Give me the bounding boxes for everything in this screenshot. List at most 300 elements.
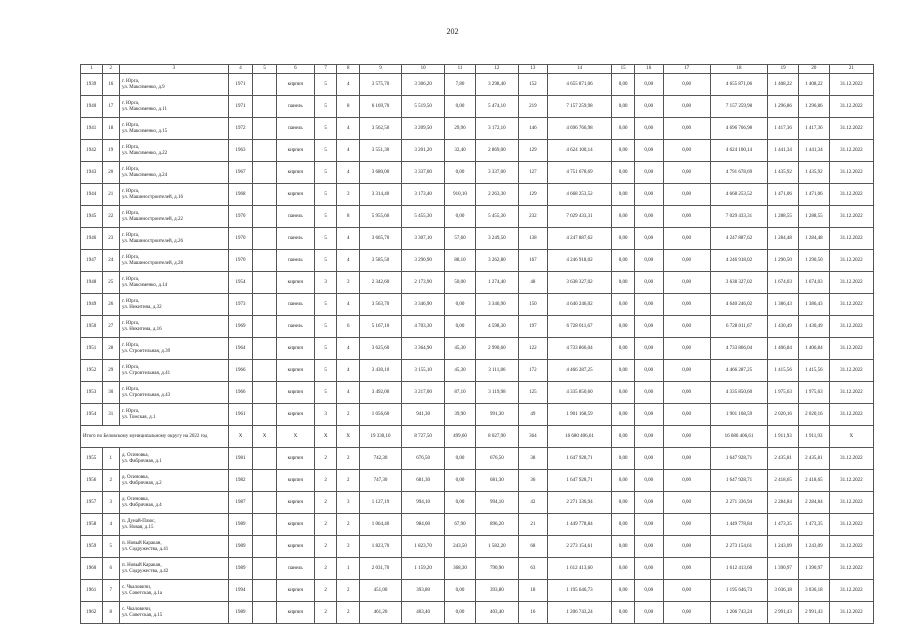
table-cell: 31.12.2022 bbox=[829, 96, 873, 118]
table-cell: 984,00 bbox=[402, 514, 445, 536]
table-cell: 3 172,10 bbox=[475, 118, 518, 140]
table-cell: 0,00 bbox=[663, 316, 710, 338]
address-cell: г. Юрга, ул. Никитина, д.32 bbox=[119, 294, 228, 316]
table-cell: 4 668 253,52 bbox=[547, 184, 612, 206]
table-cell: 2 869,00 bbox=[475, 140, 518, 162]
table-cell: 0,00 bbox=[445, 470, 476, 492]
column-number-cell: 1 bbox=[81, 65, 103, 74]
table-cell: 0,00 bbox=[663, 206, 710, 228]
table-cell: 45,30 bbox=[445, 338, 476, 360]
page-number: 202 bbox=[446, 27, 459, 36]
table-cell: 31.12.2022 bbox=[829, 514, 873, 536]
table-cell: 2 990,60 bbox=[475, 338, 518, 360]
address-cell: с. Чкаловичи, ул. Советская, д.15 bbox=[119, 602, 228, 624]
address-cell: г. Юрга, ул. Строительная, д.41 bbox=[119, 360, 228, 382]
table-cell: 1 127,19 bbox=[359, 492, 401, 514]
table-cell: 1 159,20 bbox=[402, 558, 445, 580]
table-cell: 6 169,70 bbox=[359, 96, 401, 118]
table-cell: 0,00 bbox=[663, 536, 710, 558]
table-cell: 0,00 bbox=[612, 184, 635, 206]
address-cell: г. Юрга, ул. Максименко, д.15 bbox=[119, 118, 228, 140]
table-cell: 2 bbox=[337, 602, 360, 624]
table-cell: 1 296,86 bbox=[798, 96, 829, 118]
total-cell: 16 680 406,61 bbox=[547, 426, 612, 448]
table-cell: 3 562,50 bbox=[359, 118, 401, 140]
column-number-cell: 4 bbox=[228, 65, 253, 74]
table-cell: панель bbox=[276, 558, 314, 580]
table-cell: 1 449 778,84 bbox=[710, 514, 767, 536]
table-cell: 1949 bbox=[81, 294, 103, 316]
table-cell: 31.12.2022 bbox=[829, 360, 873, 382]
table-cell: 1951 bbox=[81, 338, 103, 360]
table-cell: 0,00 bbox=[612, 250, 635, 272]
table-cell: 167 bbox=[518, 250, 547, 272]
column-number-cell: 18 bbox=[710, 65, 767, 74]
table-cell: 1989 bbox=[228, 558, 253, 580]
table-cell: 2 273 154,61 bbox=[547, 536, 612, 558]
table-cell: 1961 bbox=[81, 580, 103, 602]
table-cell: 5 bbox=[314, 228, 337, 250]
table-cell: 31.12.2022 bbox=[829, 470, 873, 492]
table-cell: 2 bbox=[314, 448, 337, 470]
table-cell: 1989 bbox=[228, 514, 253, 536]
table-cell: 1 bbox=[337, 558, 360, 580]
table-row bbox=[81, 382, 874, 404]
table-cell: 45,30 bbox=[445, 360, 476, 382]
table-cell: 31.12.2022 bbox=[829, 404, 873, 426]
table-cell: 1952 bbox=[81, 360, 103, 382]
table-cell: 1987 bbox=[228, 492, 253, 514]
table-cell: 1 975,63 bbox=[768, 382, 799, 404]
table-cell: 1989 bbox=[228, 602, 253, 624]
column-number-cell: 14 bbox=[547, 65, 612, 74]
table-cell: 2 bbox=[337, 448, 360, 470]
table-cell: 21 bbox=[102, 184, 119, 206]
table-cell: 4 bbox=[337, 118, 360, 140]
table-cell: 1961 bbox=[228, 404, 253, 426]
table-cell: 1 296,86 bbox=[768, 96, 799, 118]
table-cell: 1 449 778,84 bbox=[547, 514, 612, 536]
table-cell: 0,00 bbox=[663, 74, 710, 96]
table-cell: 1 195 646,73 bbox=[547, 580, 612, 602]
table-cell: 1964 bbox=[228, 338, 253, 360]
column-number-cell: 17 bbox=[663, 65, 710, 74]
table-cell: 4 696 766,98 bbox=[710, 118, 767, 140]
table-cell: 4 640 246,02 bbox=[547, 294, 612, 316]
table-cell: 1966 bbox=[228, 360, 253, 382]
table-cell: 0,00 bbox=[612, 316, 635, 338]
address-cell: г. Юрга, ул. Максименко, д.9 bbox=[119, 74, 228, 96]
table-row bbox=[81, 140, 874, 162]
table-cell: 0,00 bbox=[634, 382, 663, 404]
table-cell: 1955 bbox=[81, 448, 103, 470]
table-cell: 0,00 bbox=[663, 162, 710, 184]
table-cell: 0,00 bbox=[634, 536, 663, 558]
table-cell: 3 680,00 bbox=[359, 162, 401, 184]
table-cell: 1 823,70 bbox=[402, 536, 445, 558]
table-cell: 17 bbox=[102, 96, 119, 118]
table-cell: 4 247 887,62 bbox=[547, 228, 612, 250]
table-row bbox=[81, 448, 874, 470]
total-cell: X bbox=[253, 426, 277, 448]
table-cell: 31 bbox=[102, 404, 119, 426]
table-cell: 0,00 bbox=[612, 492, 635, 514]
table-cell: 0,00 bbox=[634, 228, 663, 250]
table-cell: кирпич bbox=[276, 162, 314, 184]
table-cell: 1 386,43 bbox=[768, 294, 799, 316]
table-cell: 1 243,09 bbox=[768, 536, 799, 558]
table-cell: 27 bbox=[102, 316, 119, 338]
table-cell bbox=[253, 184, 277, 206]
table-cell: 3 638 327,02 bbox=[710, 272, 767, 294]
table-cell: 31.12.2022 bbox=[829, 228, 873, 250]
table-cell: 1957 bbox=[81, 492, 103, 514]
table-cell: 129 bbox=[518, 184, 547, 206]
table-cell: 994,10 bbox=[402, 492, 445, 514]
address-cell: г. Юрга, ул. Машиностроителей, д.16 bbox=[119, 184, 228, 206]
table-cell: 31.12.2022 bbox=[829, 294, 873, 316]
table-cell: 1 415,56 bbox=[768, 360, 799, 382]
table-cell: 1 390,97 bbox=[768, 558, 799, 580]
table-row bbox=[81, 492, 874, 514]
total-cell: 16 686 406,61 bbox=[710, 426, 767, 448]
table-cell: 393,80 bbox=[475, 580, 518, 602]
table-cell: 0,00 bbox=[634, 162, 663, 184]
table-cell: кирпич bbox=[276, 492, 314, 514]
table-cell: 4 bbox=[337, 338, 360, 360]
table-cell: 1 612 413,60 bbox=[547, 558, 612, 580]
table-cell: 5 bbox=[314, 96, 337, 118]
column-number-cell: 15 bbox=[612, 65, 635, 74]
total-cell: 19 330,10 bbox=[359, 426, 401, 448]
table-cell: 0,00 bbox=[445, 206, 476, 228]
table-cell: 3 209,50 bbox=[402, 118, 445, 140]
table-cell bbox=[253, 162, 277, 184]
table-row bbox=[81, 404, 874, 426]
table-cell: 681,30 bbox=[475, 470, 518, 492]
table-cell: 1 417,36 bbox=[798, 118, 829, 140]
address-cell: с. Чкаловичи, ул. Советская, д.1а bbox=[119, 580, 228, 602]
table-cell: 2 435,81 bbox=[798, 448, 829, 470]
table-cell: 2 bbox=[314, 470, 337, 492]
total-cell: 364 bbox=[518, 426, 547, 448]
table-cell: 5 bbox=[314, 140, 337, 162]
table-cell: 1 471,06 bbox=[768, 184, 799, 206]
address-cell: д. Осиновка, ул. Фабричная, д.4 bbox=[119, 492, 228, 514]
table-cell: 3 638 327,02 bbox=[547, 272, 612, 294]
column-number-cell: 16 bbox=[634, 65, 663, 74]
address-cell: г. Юрга, ул. Машиностроителей, д.28 bbox=[119, 250, 228, 272]
table-cell: 0,00 bbox=[612, 536, 635, 558]
table-row bbox=[81, 74, 874, 96]
table-cell: 681,30 bbox=[402, 470, 445, 492]
table-cell: 0,00 bbox=[634, 514, 663, 536]
table-cell: кирпич bbox=[276, 338, 314, 360]
table-cell: 4 bbox=[337, 294, 360, 316]
table-cell: 0,00 bbox=[612, 206, 635, 228]
table-cell: 0,00 bbox=[663, 140, 710, 162]
table-cell: 0,00 bbox=[445, 448, 476, 470]
table-cell: 1 288,55 bbox=[798, 206, 829, 228]
table-cell: 31.12.2022 bbox=[829, 448, 873, 470]
table-cell: 31.12.2022 bbox=[829, 74, 873, 96]
table-cell: 0,00 bbox=[612, 470, 635, 492]
table-cell: 3 119,98 bbox=[475, 382, 518, 404]
table-cell: 0,00 bbox=[612, 382, 635, 404]
table-cell: 1971 bbox=[228, 96, 253, 118]
table-cell: 122 bbox=[518, 338, 547, 360]
table-cell: 0,00 bbox=[445, 294, 476, 316]
column-number-cell: 3 bbox=[119, 65, 228, 74]
table-cell: 4 466 287,25 bbox=[710, 360, 767, 382]
table-cell: кирпич bbox=[276, 272, 314, 294]
table-cell: 16 bbox=[102, 74, 119, 96]
total-cell: 8 027,90 bbox=[475, 426, 518, 448]
table-cell: 42 bbox=[518, 492, 547, 514]
table-cell: 3 036,18 bbox=[768, 580, 799, 602]
table-cell: 1 441,34 bbox=[768, 140, 799, 162]
table-cell: 7,80 bbox=[445, 74, 476, 96]
total-cell: 1 911,93 bbox=[798, 426, 829, 448]
table-cell: 368,30 bbox=[445, 558, 476, 580]
table-cell: 3 346,90 bbox=[402, 294, 445, 316]
address-cell: г. Юрга, ул. Строительная, д.43 bbox=[119, 382, 228, 404]
table-cell: 1989 bbox=[228, 536, 253, 558]
table-cell: 5 bbox=[314, 74, 337, 96]
table-cell: 4 bbox=[337, 162, 360, 184]
table-cell: 3 430,10 bbox=[359, 360, 401, 382]
table-cell: 3 bbox=[314, 272, 337, 294]
table-cell: 2 020,16 bbox=[798, 404, 829, 426]
table-cell: 4 703,30 bbox=[402, 316, 445, 338]
table-row bbox=[81, 272, 874, 294]
table-cell: 0,00 bbox=[663, 184, 710, 206]
table-cell bbox=[253, 250, 277, 272]
table-cell: 152 bbox=[518, 74, 547, 96]
table-cell: 1 430,49 bbox=[798, 316, 829, 338]
table-cell: 1 901 168,59 bbox=[710, 404, 767, 426]
table-cell: 5 955,60 bbox=[359, 206, 401, 228]
table-cell: 5 bbox=[314, 316, 337, 338]
table-cell: 39,90 bbox=[445, 404, 476, 426]
table-cell: 1 901 168,59 bbox=[547, 404, 612, 426]
table-cell: 1954 bbox=[81, 404, 103, 426]
table-cell: 2 342,60 bbox=[359, 272, 401, 294]
table-cell: 0,00 bbox=[612, 404, 635, 426]
table-cell: 1948 bbox=[81, 272, 103, 294]
table-cell: 4 bbox=[337, 74, 360, 96]
table-cell: 1969 bbox=[228, 316, 253, 338]
table-cell bbox=[253, 382, 277, 404]
table-cell: 4 733 866,04 bbox=[710, 338, 767, 360]
table-cell: 0,00 bbox=[445, 316, 476, 338]
table-cell: 7 029 433,31 bbox=[710, 206, 767, 228]
table-cell: 1 206 743,24 bbox=[710, 602, 767, 624]
table-cell: 31.12.2022 bbox=[829, 382, 873, 404]
table-cell: 18 bbox=[102, 118, 119, 140]
total-label: Итого по Беловскому муниципальному округу на 2022 год bbox=[81, 426, 229, 448]
table-cell: 4 246 918,02 bbox=[710, 250, 767, 272]
table-cell: 5 bbox=[314, 338, 337, 360]
table-cell: 8 bbox=[337, 96, 360, 118]
total-cell: 0,00 bbox=[634, 426, 663, 448]
table-cell: 1982 bbox=[228, 470, 253, 492]
table-cell: 1945 bbox=[81, 206, 103, 228]
table-cell: 0,00 bbox=[634, 404, 663, 426]
table-cell: 1947 bbox=[81, 250, 103, 272]
table-row bbox=[81, 536, 874, 558]
address-cell: г. Юрга, ул. Максименко, д.24 bbox=[119, 162, 228, 184]
table-cell: 0,00 bbox=[612, 228, 635, 250]
total-cell: X bbox=[337, 426, 360, 448]
table-cell: 4 bbox=[337, 382, 360, 404]
table-cell: 1 195 646,73 bbox=[710, 580, 767, 602]
table-cell: 50,00 bbox=[445, 272, 476, 294]
table-cell: 0,00 bbox=[612, 140, 635, 162]
column-number-cell: 19 bbox=[768, 65, 799, 74]
table-cell: 676,50 bbox=[402, 448, 445, 470]
table-cell: 1944 bbox=[81, 184, 103, 206]
table-cell: 25 bbox=[102, 272, 119, 294]
table-row bbox=[81, 470, 874, 492]
table-cell: 991,30 bbox=[475, 404, 518, 426]
table-cell: 742,30 bbox=[359, 448, 401, 470]
table-cell: 32,40 bbox=[445, 140, 476, 162]
table-cell: 0,00 bbox=[634, 360, 663, 382]
table-cell: 1 290,50 bbox=[768, 250, 799, 272]
table-cell: 1943 bbox=[81, 162, 103, 184]
table-cell: 4 655 871,06 bbox=[547, 74, 612, 96]
table-cell: 0,00 bbox=[663, 360, 710, 382]
table-cell: 1940 bbox=[81, 96, 103, 118]
table-row bbox=[81, 602, 874, 624]
table-cell: 1 471,06 bbox=[798, 184, 829, 206]
table-cell: 0,00 bbox=[634, 272, 663, 294]
table-cell: 2 271 336,94 bbox=[710, 492, 767, 514]
table-row bbox=[81, 514, 874, 536]
table-cell: 19 bbox=[102, 140, 119, 162]
table-cell: 22 bbox=[102, 206, 119, 228]
table-cell: 1 417,36 bbox=[768, 118, 799, 140]
total-cell: 0,00 bbox=[663, 426, 710, 448]
table-cell: 451,00 bbox=[359, 580, 401, 602]
table-cell: 31.12.2022 bbox=[829, 272, 873, 294]
column-number-cell: 7 bbox=[314, 65, 337, 74]
table-cell: 3 249,50 bbox=[475, 228, 518, 250]
column-number-cell: 2 bbox=[102, 65, 119, 74]
table-cell: 3 585,50 bbox=[359, 250, 401, 272]
total-cell: X bbox=[314, 426, 337, 448]
table-cell: 3 364,90 bbox=[402, 338, 445, 360]
table-cell: 7 157 259,98 bbox=[547, 96, 612, 118]
table-cell: 5 474,10 bbox=[475, 96, 518, 118]
table-cell: 48 bbox=[518, 272, 547, 294]
table-cell: 31.12.2022 bbox=[829, 206, 873, 228]
table-cell: 31.12.2022 bbox=[829, 536, 873, 558]
table-cell: 1 647 928,71 bbox=[547, 470, 612, 492]
table-cell: 2 284,84 bbox=[798, 492, 829, 514]
table-cell: 8 bbox=[337, 206, 360, 228]
table-cell: 0,00 bbox=[612, 514, 635, 536]
table-cell: панель bbox=[276, 228, 314, 250]
table-cell: 910,10 bbox=[445, 184, 476, 206]
table-cell: 4 696 766,98 bbox=[547, 118, 612, 140]
table-cell: 29,96 bbox=[445, 118, 476, 140]
table-cell: 0,00 bbox=[663, 294, 710, 316]
table-cell: 2 bbox=[337, 470, 360, 492]
table-cell: 747,30 bbox=[359, 470, 401, 492]
table-cell: 0,00 bbox=[612, 580, 635, 602]
table-cell: 4 624 100,14 bbox=[710, 140, 767, 162]
table-cell: 31.12.2022 bbox=[829, 184, 873, 206]
table-cell: 0,00 bbox=[612, 74, 635, 96]
column-number-cell: 20 bbox=[798, 65, 829, 74]
table-cell: 0,00 bbox=[634, 250, 663, 272]
table-cell: 1 823,70 bbox=[359, 536, 401, 558]
address-cell: г. Юрга, ул. Строительная, д.39 bbox=[119, 338, 228, 360]
table-cell: 3 575,70 bbox=[359, 74, 401, 96]
table-cell: 1 064,40 bbox=[359, 514, 401, 536]
table-cell: 0,00 bbox=[612, 558, 635, 580]
table-cell: 1 647 928,71 bbox=[710, 448, 767, 470]
table-cell: 4 335 850,60 bbox=[710, 382, 767, 404]
table-cell: 3 492,00 bbox=[359, 382, 401, 404]
table-cell: 3 bbox=[102, 492, 119, 514]
table-cell: 0,00 bbox=[663, 272, 710, 294]
table-cell: 3 625,60 bbox=[359, 338, 401, 360]
table-cell: кирпич bbox=[276, 470, 314, 492]
table-cell bbox=[253, 74, 277, 96]
table-cell: 6 728 011,67 bbox=[547, 316, 612, 338]
table-cell: 0,00 bbox=[663, 514, 710, 536]
table-cell bbox=[253, 492, 277, 514]
table-cell: 1 674,03 bbox=[798, 272, 829, 294]
table-cell: 2 263,30 bbox=[475, 184, 518, 206]
table-cell: 138 bbox=[518, 228, 547, 250]
table-cell: 31.12.2022 bbox=[829, 602, 873, 624]
table-cell: 3 290,90 bbox=[402, 250, 445, 272]
table-cell: 3 551,30 bbox=[359, 140, 401, 162]
table-cell: 2 031,70 bbox=[359, 558, 401, 580]
table-cell: 994,10 bbox=[475, 492, 518, 514]
table-row bbox=[81, 228, 874, 250]
table-cell: 1962 bbox=[81, 602, 103, 624]
total-cell: X bbox=[276, 426, 314, 448]
table-cell: 0,00 bbox=[663, 558, 710, 580]
table-cell: 941,30 bbox=[402, 404, 445, 426]
column-number-cell: 21 bbox=[829, 65, 873, 74]
table-cell: 0,00 bbox=[663, 96, 710, 118]
table-cell: 1973 bbox=[228, 294, 253, 316]
table-cell: 31.12.2022 bbox=[829, 316, 873, 338]
table-cell bbox=[253, 228, 277, 250]
table-cell: 2 bbox=[314, 514, 337, 536]
table-cell: 4 335 850,60 bbox=[547, 382, 612, 404]
table-cell: 8 bbox=[102, 602, 119, 624]
table-row bbox=[81, 360, 874, 382]
table-cell: 896,20 bbox=[475, 514, 518, 536]
table-cell: 1960 bbox=[81, 558, 103, 580]
table-cell: 4 751 678,69 bbox=[547, 162, 612, 184]
table-row bbox=[81, 316, 874, 338]
table-cell: панель bbox=[276, 206, 314, 228]
table-cell bbox=[253, 360, 277, 382]
table-cell: 4 466 287,25 bbox=[547, 360, 612, 382]
table-cell: 1 284,48 bbox=[768, 228, 799, 250]
table-cell: панель bbox=[276, 96, 314, 118]
table-cell: 2 bbox=[337, 514, 360, 536]
table-cell bbox=[253, 118, 277, 140]
